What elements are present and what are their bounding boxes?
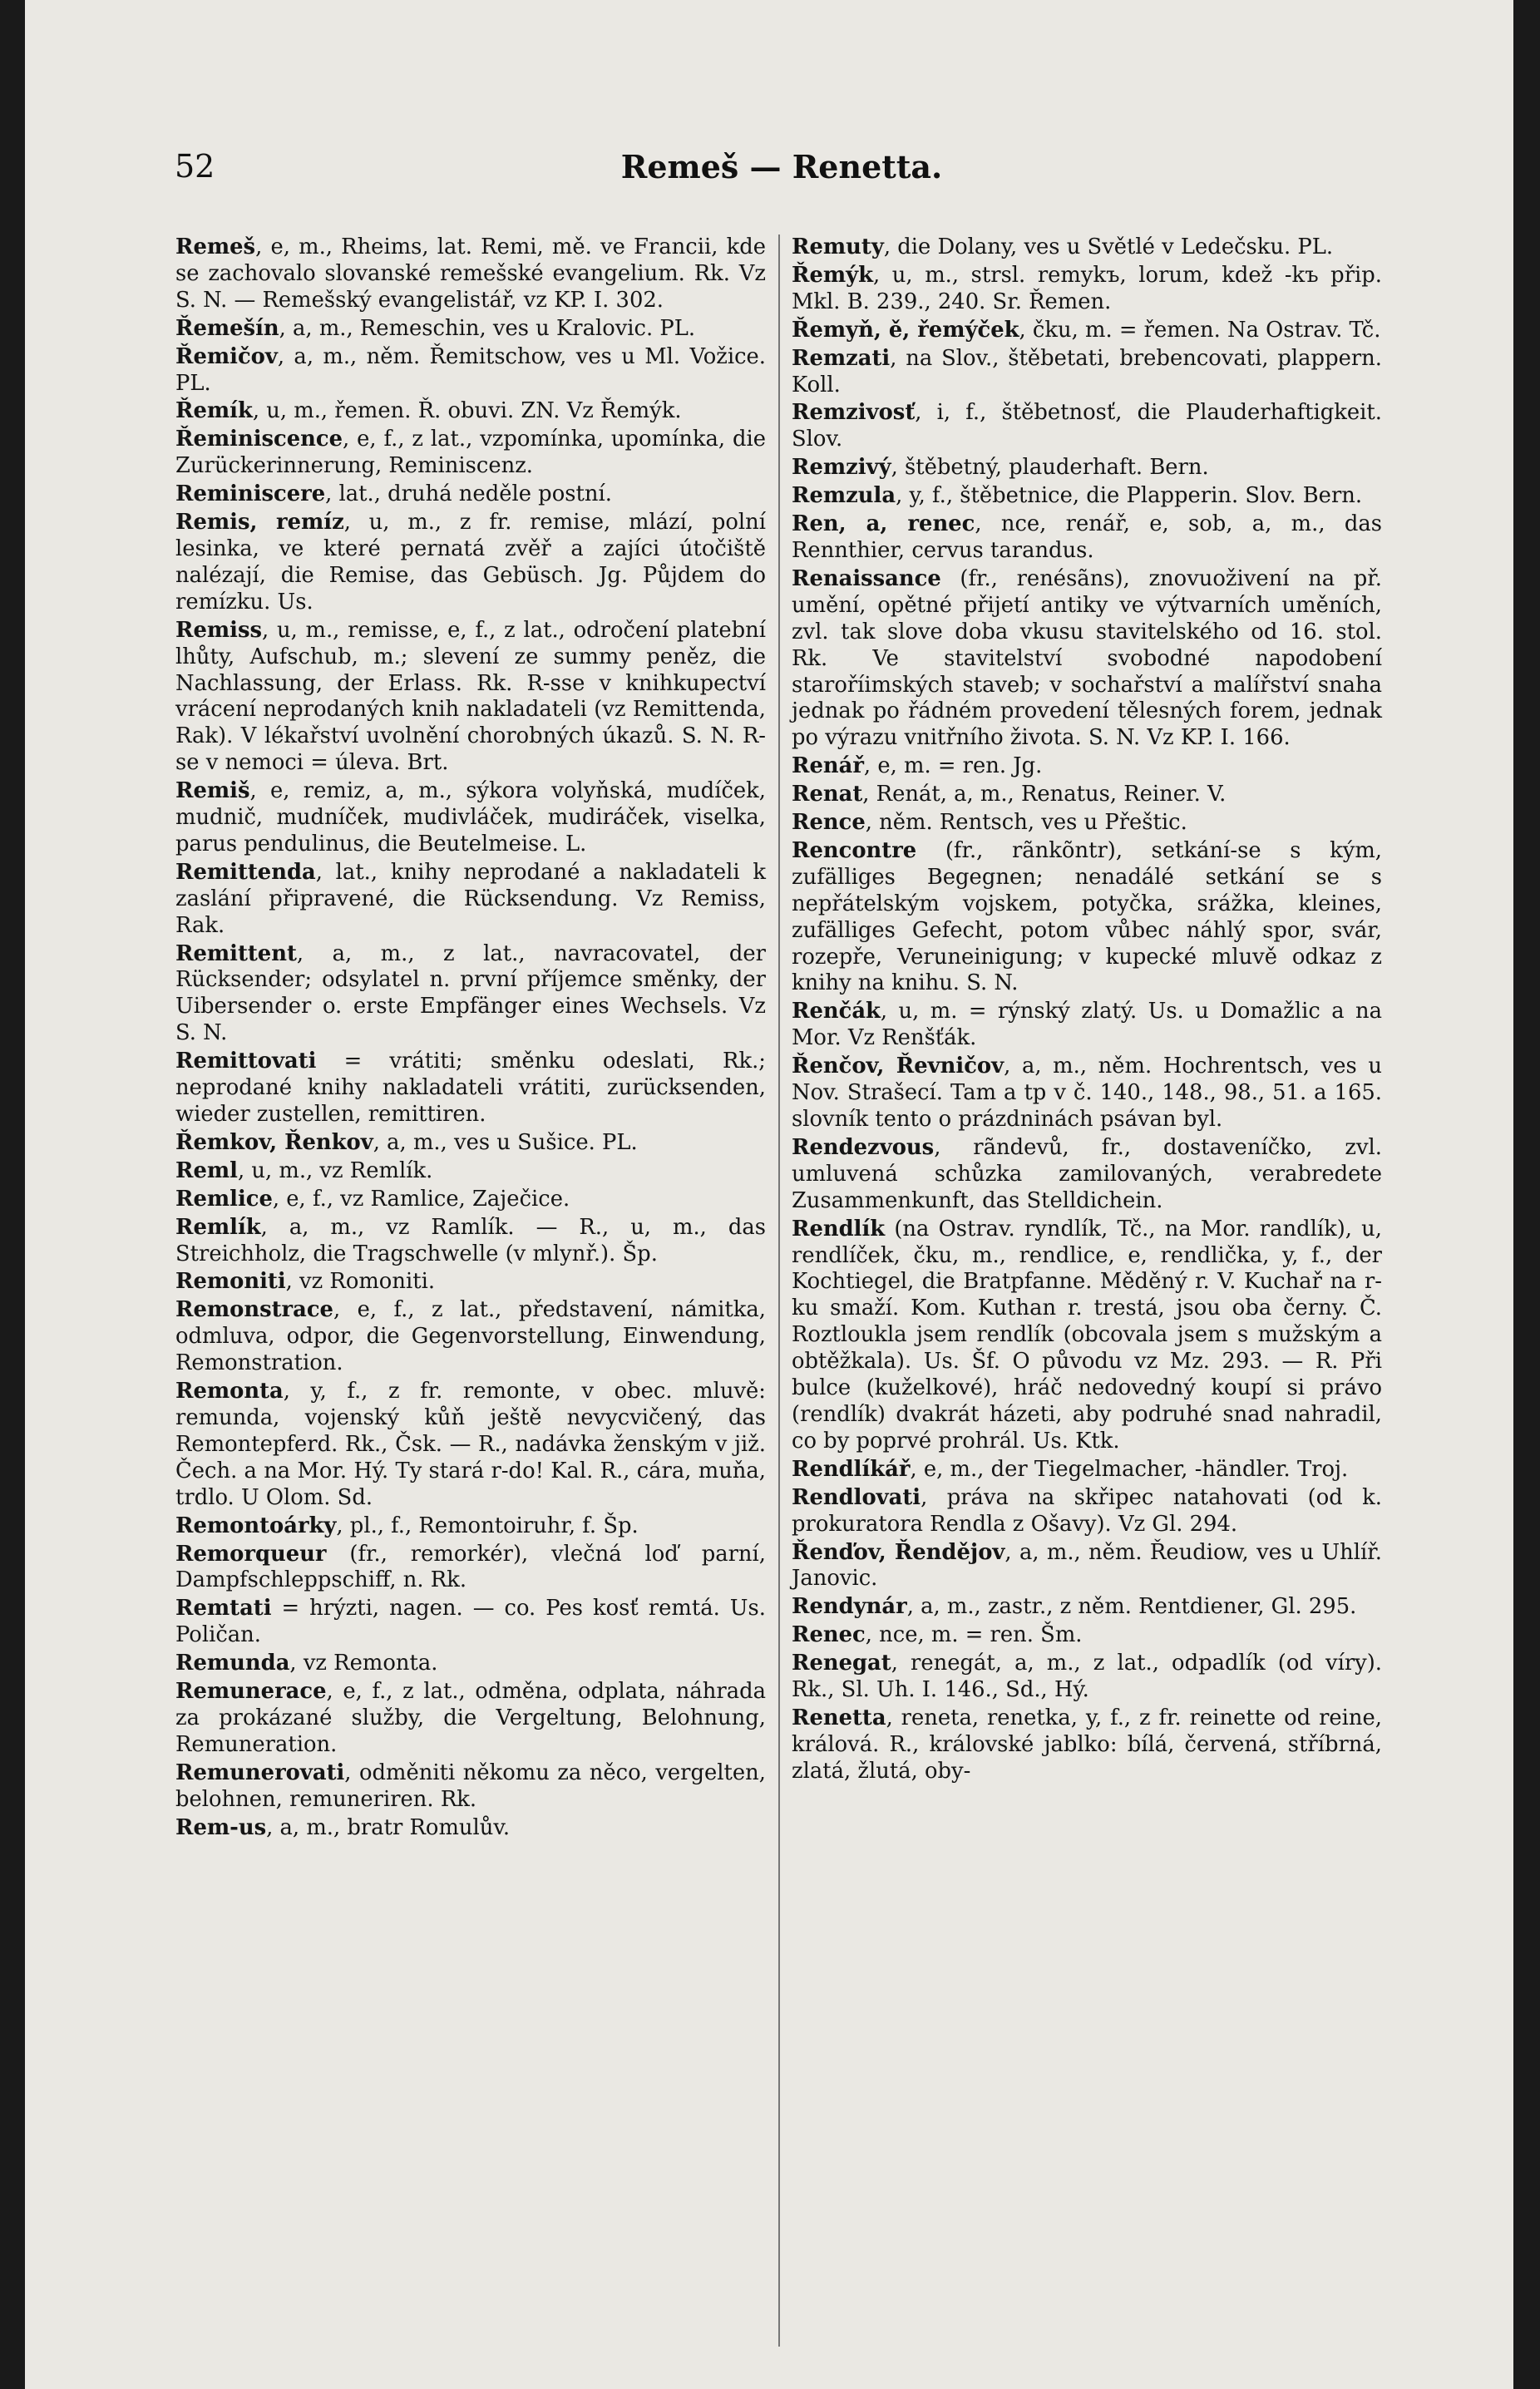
right-column [792,234,1382,1787]
dictionary-entry [792,1054,1382,1133]
dictionary-entry [175,398,766,425]
dictionary-page [25,0,1513,2389]
left-column [175,234,766,1843]
entry-headword: Remzivý [792,455,891,481]
entry-headword: Rendlíkář [792,1456,911,1482]
entry-definition: , reneta, renetka, y, f., z fr. reinette od reine, králová. R., královské jablko: bílá, červená, stříbrná, zlatá, žlutá, oby- [792,1705,1382,1784]
entry-definition: , u, m., remisse, e, f., z lat., odročení platební lhůty, Aufschub, m.; slevení ze summy peněz, die Nachlassung, der Erlass. Rk. R-sse v knihkupectví vrácení neprodaných knih nakladateli (vz Remittenda, Rak). V lékařství uvolnění chorobných úkazů. S. N. R-se v nemoci = úleva. Brt. [175,617,766,776]
dictionary-entry [175,1187,766,1213]
entry-definition: , i, f., štěbetnosť, die Plauderhaftigkeit. Slov. [792,400,1382,452]
dictionary-entry [792,838,1382,997]
entry-headword: Remzula [792,483,896,509]
entry-headword: Reml [175,1157,238,1183]
entry-headword: Remzati [792,345,891,371]
dictionary-entry [175,481,766,508]
dictionary-entry [175,778,766,858]
entry-headword: Rendlovati [792,1484,921,1510]
entry-definition: , e, f., z lat., odměna, odplata, náhrada za prokázané služby, die Vergeltung, Belohnung, Remuneration. [175,1679,766,1757]
dictionary-entry [175,1130,766,1157]
entry-definition: , práva na skřipec natahovati (od k. prokuratora Rendla z Ošavy). Vz Gl. 294. [792,1484,1382,1537]
running-title: Remeš — Renetta. [620,148,943,185]
entry-definition: , a, m., něm. Řeudiow, ves u Uhlíř. Janovic. [792,1539,1382,1592]
dictionary-entry [175,1651,766,1677]
entry-definition: , a, m., bratr Romulův. [266,1814,511,1840]
entry-definition: , vz Remonta. [289,1651,438,1676]
dictionary-entry [175,618,766,777]
entry-definition: (fr., rãnkõntr), setkání-se s kým, zufälliges Begegnen; nenadálé setkání se s nepřátelským vojskem, potyčka, srážka, kleines, zufälliges Gefecht, potom vůbec náhlý spor, svár, rozepře, Veruneinigung; v kupecké mluvě odkaz z knihy na knihu. S. N. [792,837,1382,996]
entry-headword: Remontoárky [175,1513,337,1538]
dictionary-entry [175,1215,766,1268]
dictionary-entry [792,782,1382,808]
page-number: 52 [175,148,215,185]
dictionary-entry [175,941,766,1048]
entry-definition: , rãndevů, fr., dostaveníčko, zvl. umluvená schůzka zamilovaných, verabredete Zusammenkunft, das Stelldichein. [792,1134,1382,1213]
entry-definition: (fr., renésãns), znovuoživení na př. umění, opětné přijetí antiky ve výtvarních uměních, zvl. tak slove doba vkusu stavitelského od 16. stol. Rk. Ve stavitelství svobodné napodobení staroříimských staveb; v sochařství a malířství snaha jednak po řádném provedení tělesných forem, jednak po výrazu vnitřního života. S. N. Vz KP. I. 166. [792,565,1382,751]
entry-definition: , e, f., z lat., vzpomínka, upomínka, die Zurückerinnerung, Reminiscenz. [175,427,766,479]
column-divider [778,234,780,2347]
dictionary-entry [175,1379,766,1512]
dictionary-entry [175,1158,766,1185]
entry-definition: , čku, m. = řemen. Na Ostrav. Tč. [1019,317,1381,343]
dictionary-entry [792,1135,1382,1215]
dictionary-entry [175,1297,766,1377]
entry-definition: , odměniti někomu za něco, vergelten, belohnen, remuneriren. Rk. [175,1760,766,1812]
entry-headword: Remorqueur [175,1541,327,1567]
entry-headword: Renaissance [792,565,941,591]
dictionary-entry [175,1049,766,1128]
dictionary-entry [175,1815,766,1842]
entry-headword: Renetta [792,1705,886,1730]
entry-definition: , y, f., štěbetnice, die Plapperin. Slov. Bern. [896,483,1363,509]
dictionary-entry [175,234,766,314]
entry-definition: , lat., knihy neprodané a nakladateli k zaslání připravené, die Rücksendung. Vz Remiss, Rak. [175,859,766,938]
entry-headword: Remuty [792,234,884,259]
entry-definition: (fr., remorkér), vlečná loď parní, Dampfschleppschiff, n. Rk. [175,1541,766,1593]
entry-headword: Rendynár [792,1594,907,1620]
entry-headword: Remeš [175,234,256,259]
entry-headword: Renegat [792,1651,891,1676]
entry-headword: Rence [792,810,866,836]
entry-definition: = hrýzti, nagen. — co. Pes kosť remtá. Us. Poličan. [175,1596,766,1648]
entry-definition: , a, m., zastr., z něm. Rentdiener, Gl. 295. [906,1594,1357,1620]
dictionary-entry [792,1622,1382,1649]
dictionary-entry [792,263,1382,316]
entry-headword: Remlice [175,1186,273,1212]
entry-headword: Rencontre [792,837,917,863]
entry-headword: Řemýk [792,262,874,288]
dictionary-entry [792,1594,1382,1621]
dictionary-entry [792,1457,1382,1483]
dictionary-entry [175,510,766,616]
dictionary-entry [175,316,766,343]
entry-headword: Řenčov, Řevničov [792,1054,1004,1079]
entry-definition: , e, m. = ren. Jg. [863,753,1043,779]
entry-definition: , u, m., strsl. remykъ, lorum, kdež -kъ přip. Mkl. B. 239., 240. Sr. Řemen. [792,262,1382,314]
dictionary-entry [792,1217,1382,1455]
dictionary-entry [792,1485,1382,1538]
entry-definition: (na Ostrav. ryndlík, Tč., na Mor. randlík), u, rendlíček, čku, m., rendlice, e, rendlička, y, f., der Kochtiegel, die Bratpfanne. Měděný r. V. Kuchař na r-ku smaží. Kom. Kuthan r. trestá, jsou oba černy. Č. Roztloukla jsem rendlík (obcovala jsem s mužským a obtěžkala). Us. Šf. O původu vz Mz. 293. — R. Při bulce (kuželkové), hráč nedovedný koupí si právo (rendlík) dvakrát házeti, aby podruhé snad nahradil, co by poprvé prohrál. Us. Ktk. [792,1216,1382,1454]
entry-definition: = vrátiti; směnku odeslati, Rk.; neprodané knihy nakladateli vrátiti, zurücksenden, wieder zustellen, remittiren. [175,1049,766,1127]
entry-headword: Rem-us [175,1814,267,1840]
dictionary-entry [175,427,766,480]
entry-definition: , štěbetný, plauderhaft. Bern. [891,455,1209,481]
entry-definition: , a, m., z lat., navracovatel, der Rücksender; odsylatel n. první příjemce směnky, der Uibersender o. erste Empfänger eines Wechsels. Vz S. N. [175,940,766,1046]
entry-headword: Řeminiscence [175,427,343,452]
entry-headword: Remunerovati [175,1760,345,1785]
entry-headword: Řemík [175,398,253,424]
entry-definition: , nce, renář, e, sob, a, m., das Rennthier, cervus tarandus. [792,511,1382,563]
dictionary-entry [792,234,1382,261]
entry-headword: Rendezvous [792,1134,935,1160]
entry-definition: , pl., f., Remontoiruhr, f. Šp. [336,1513,639,1538]
entry-definition: , e, f., z lat., představení, námitka, odmluva, odpor, die Gegenvorstellung, Einwendung, Remonstration. [175,1297,766,1376]
dictionary-entry [792,1705,1382,1785]
entry-definition: , Renát, a, m., Renatus, Reiner. V. [862,782,1227,807]
dictionary-entry [792,346,1382,399]
entry-headword: Renář [792,753,864,779]
dictionary-entry [175,1269,766,1296]
entry-definition: , vz Romoniti. [285,1269,436,1295]
entry-headword: Remtati [175,1596,272,1621]
entry-headword: Remittenda [175,859,316,885]
dictionary-entry [792,810,1382,837]
dictionary-entry [792,566,1382,752]
entry-definition: , y, f., z fr. remonte, v obec. mluvě: remunda, vojenský kůň ještě nevycvičený, das Remontepferd. Rk., Čsk. — R., nadávka ženským v již. Čech. a na Mor. Hý. Ty stará r-do! Kal. R., cára, muňa, trdlo. U Olom. Sd. [175,1379,766,1510]
entry-definition: , u, m., řemen. Ř. obuvi. ZN. Vz Řemýk. [252,398,682,424]
entry-headword: Remoniti [175,1269,286,1295]
entry-headword: Remzivosť [792,400,916,426]
dictionary-entry [792,455,1382,481]
entry-headword: Řemešín [175,315,279,341]
entry-headword: Remunda [175,1651,290,1676]
entry-headword: Rendlík [792,1216,886,1241]
entry-definition: , e, remiz, a, m., sýkora volyňská, mudíček, mudnič, mudníček, mudivláček, mudiráček, viselka, parus pendulinus, die Beutelmeise. L. [175,778,766,856]
entry-definition: , renegát, a, m., z lat., odpadlík (od víry). Rk., Sl. Uh. I. 146., Sd., Hý. [792,1651,1382,1703]
dictionary-entry [792,1540,1382,1593]
entry-definition: , e, f., vz Ramlice, Zaječice. [272,1186,570,1212]
entry-definition: , lat., druhá neděle postní. [325,481,612,507]
entry-definition: , u, m., vz Remlík. [237,1157,433,1183]
entry-definition: , a, m., něm. Hochrentsch, ves u Nov. Strašecí. Tam a tp v č. 140., 148., 98., 51. a 165. slovník tento o prázdninách psávan byl. [792,1054,1382,1132]
dictionary-entry [792,483,1382,510]
entry-definition: , die Dolany, ves u Světlé v Ledečsku. PL. [883,234,1334,259]
entry-definition: , a, m., Remeschin, ves u Kralovic. PL. [279,315,696,341]
page-header [175,148,1389,198]
entry-headword: Renec [792,1622,866,1648]
dictionary-entry [792,999,1382,1052]
entry-headword: Remunerace [175,1679,327,1705]
dictionary-entry [175,1760,766,1814]
dictionary-entry [792,753,1382,780]
entry-headword: Renčák [792,999,881,1024]
entry-headword: Řenďov, Řendějov [792,1539,1005,1565]
entry-headword: Remittent [175,940,297,966]
entry-definition: , u, m. = rýnský zlatý. Us. u Domažlic a na Mor. Vz Renšťák. [792,999,1382,1051]
entry-headword: Renat [792,782,863,807]
dictionary-entry [175,1596,766,1649]
entry-definition: , něm. Rentsch, ves u Přeštic. [865,810,1187,836]
entry-definition: , na Slov., štěbetati, brebencovati, plappern. Koll. [792,345,1382,397]
entry-headword: Řemkov, Řenkov [175,1129,373,1155]
entry-headword: Remiss [175,617,262,643]
entry-definition: , a, m., ves u Sušice. PL. [373,1129,638,1155]
entry-definition: , u, m., z fr. remise, mlází, polní lesinka, ve které pernatá zvěř a zajíci útočiště nalézají, die Remise, das Gebüsch. Jg. Půjdem do remízku. Us. [175,510,766,615]
entry-definition: , a, m., něm. Řemitschow, ves u Ml. Vožice. PL. [175,343,766,396]
dictionary-entry [792,400,1382,453]
entry-headword: Remiš [175,778,250,804]
dictionary-entry [792,318,1382,344]
entry-headword: Remonstrace [175,1297,333,1323]
entry-headword: Remittovati [175,1049,317,1074]
entry-headword: Řemičov [175,343,278,369]
dictionary-entry [175,344,766,397]
entry-headword: Remonta [175,1379,284,1404]
entry-headword: Remlík [175,1214,261,1240]
dictionary-entry [792,511,1382,565]
dictionary-entry [175,860,766,940]
dictionary-entry [175,1513,766,1540]
entry-headword: Reminiscere [175,481,326,507]
entry-definition: , nce, m. = ren. Šm. [865,1622,1083,1648]
entry-headword: Řemyň, ě, řemýček [792,317,1019,343]
entry-definition: , a, m., vz Ramlík. — R., u, m., das Streichholz, die Tragschwelle (v mlynř.). Šp. [175,1214,766,1266]
entry-definition: , e, m., der Tiegelmacher, -händler. Troj. [910,1456,1349,1482]
entry-headword: Remis, remíz [175,510,344,536]
entry-definition: , e, m., Rheims, lat. Remi, mě. ve Francii, kde se zachovalo slovanské remešské evangelium. Rk. Vz S. N. — Remešský evangelistář, vz KP. I. 302. [175,234,766,313]
dictionary-entry [175,1542,766,1595]
entry-headword: Ren, a, renec [792,511,975,537]
dictionary-entry [175,1679,766,1759]
dictionary-entry [792,1651,1382,1704]
